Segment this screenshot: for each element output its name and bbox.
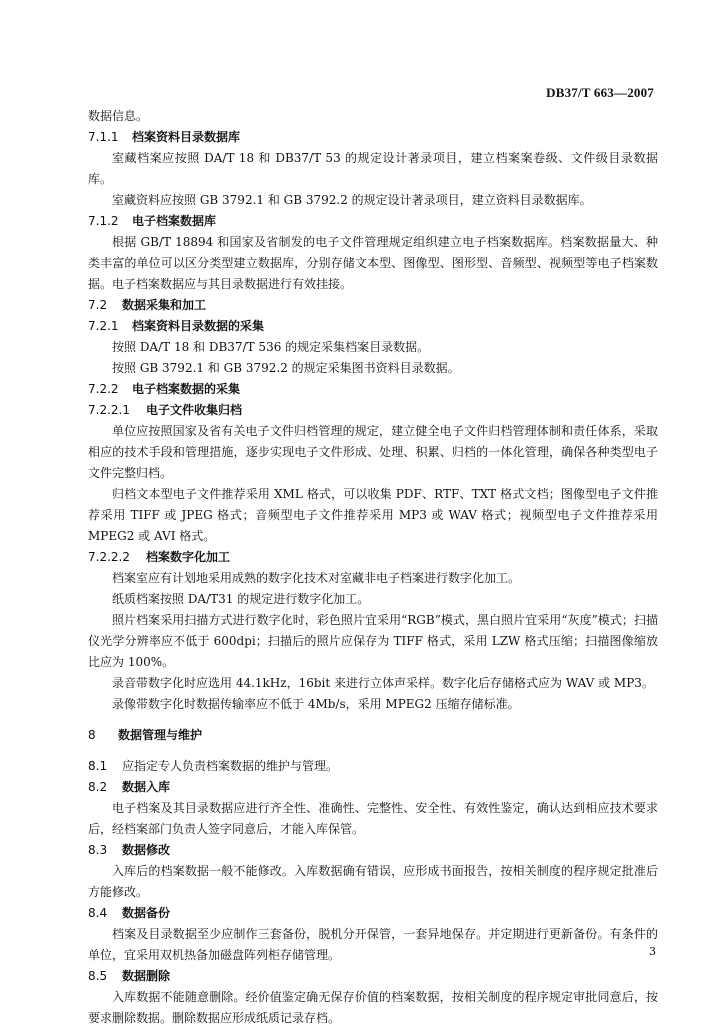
paragraph: 室藏资料应按照 GB 3792.1 和 GB 3792.2 的规定设计著录项目，建立资料目录数据库。 (112, 193, 592, 207)
section-heading-7-2-2-2: 7.2.2.2 档案数字化加工 (88, 550, 231, 564)
paragraph: 按照 DA/T 18 和 DB37/T 536 的规定采集档案目录数据。 (112, 340, 430, 354)
paragraph: 按照 GB 3792.1 和 GB 3792.2 的规定采集图书资料目录数据。 (112, 361, 460, 375)
section-heading-7-1-1: 7.1.1 档案资料目录数据库 (88, 130, 241, 144)
paragraph: 入库后的档案数据一般不能修改。入库数据确有错误，应形成书面报告，按相关制度的程序规定批准后方能修改。 (88, 864, 658, 899)
paragraph: 纸质档案按照 DA/T31 的规定进行数字化加工。 (112, 592, 370, 606)
document-code: DB37/T 663—2007 (546, 85, 654, 100)
section-heading-7-1-2: 7.1.2 电子档案数据库 (88, 214, 217, 228)
section-heading-8-3: 8.3 数据修改 (88, 843, 171, 857)
section-heading-8-5: 8.5 数据删除 (88, 969, 171, 983)
paragraph: 归档文本型电子文件推荐采用 XML 格式，可以收集 PDF、RTF、TXT 格式文档；图像型电子文件推荐采用 TIFF 或 JPEG 格式；音频型电子文件推荐采用 MP3 或 WAV 格式；视频型电子文件推荐采用 MPEG2 或 AVI 格式。 (88, 487, 658, 543)
section-heading-7-2-2: 7.2.2 电子档案数据的采集 (88, 382, 241, 396)
paragraph: 档案及目录数据至少应制作三套备份，脱机分开保管，一套异地保存。并定期进行更新备份。有条件的单位，宜采用双机热备加磁盘阵列柜存储管理。 (88, 927, 658, 962)
paragraph: 单位应按照国家及省有关电子文件归档管理的规定，建立健全电子文件归档管理体制和责任体系，采取相应的技术手段和管理措施，逐步实现电子文件形成、处理、积累、归档的一体化管理，确保各种类型电子文件完整归档。 (88, 424, 658, 480)
paragraph: 电子档案及其目录数据应进行齐全性、准确性、完整性、安全性、有效性鉴定，确认达到相应技术要求后，经档案部门负责人签字同意后，才能入库保管。 (88, 801, 658, 836)
paragraph: 录像带数字化时数据传输率应不低于 4Mb/s，采用 MPEG2 压缩存储标准。 (112, 697, 520, 711)
page-number: 3 (649, 945, 656, 958)
section-heading-7-2-2-1: 7.2.2.1 电子文件收集归档 (88, 403, 243, 417)
spacer (88, 746, 658, 756)
section-heading-8-4: 8.4 数据备份 (88, 906, 171, 920)
paragraph: 室藏档案应按照 DA/T 18 和 DB37/T 53 的规定设计著录项目，建立档案案卷级、文件级目录数据库。 (88, 151, 658, 186)
spacer (88, 715, 658, 725)
section-heading-8-2: 8.2 数据入库 (88, 780, 171, 794)
paragraph: 照片档案采用扫描方式进行数字化时，彩色照片宜采用“RGB”模式，黑白照片宜采用“灰度”模式；扫描仪光学分辨率应不低于 600dpi；扫描后的照片应保存为 TIFF 格式，采用 LZW 格式压缩；扫描图像缩放比应为 100%。 (88, 613, 658, 669)
section-heading-8-1: 8.1 应指定专人负责档案数据的维护与管理。 (88, 759, 339, 773)
section-heading-8: 8 数据管理与维护 (88, 728, 203, 742)
paragraph: 档案室应有计划地采用成熟的数字化技术对室藏非电子档案进行数字化加工。 (112, 571, 521, 585)
paragraph: 入库数据不能随意删除。经价值鉴定确无保存价值的档案数据，按相关制度的程序规定审批同意后，按要求删除数据。删除数据应形成纸质记录存档。 (88, 990, 658, 1025)
section-heading-7-2: 7.2 数据采集和加工 (88, 298, 207, 312)
paragraph: 数据信息。 (88, 109, 149, 123)
paragraph: 根据 GB/T 18894 和国家及省制发的电子文件管理规定组织建立电子档案数据库。档案数据量大、种类丰富的单位可以区分类型建立数据库，分别存储文本型、图像型、图形型、音频型、视频型等电子档案数据。电子档案数据应与其目录数据进行有效挂接。 (88, 235, 658, 291)
paragraph: 录音带数字化时应选用 44.1kHz，16bit 来进行立体声采样。数字化后存储格式应为 WAV 或 MP3。 (112, 676, 654, 690)
document-body (88, 106, 658, 1029)
section-heading-7-2-1: 7.2.1 档案资料目录数据的采集 (88, 319, 265, 333)
